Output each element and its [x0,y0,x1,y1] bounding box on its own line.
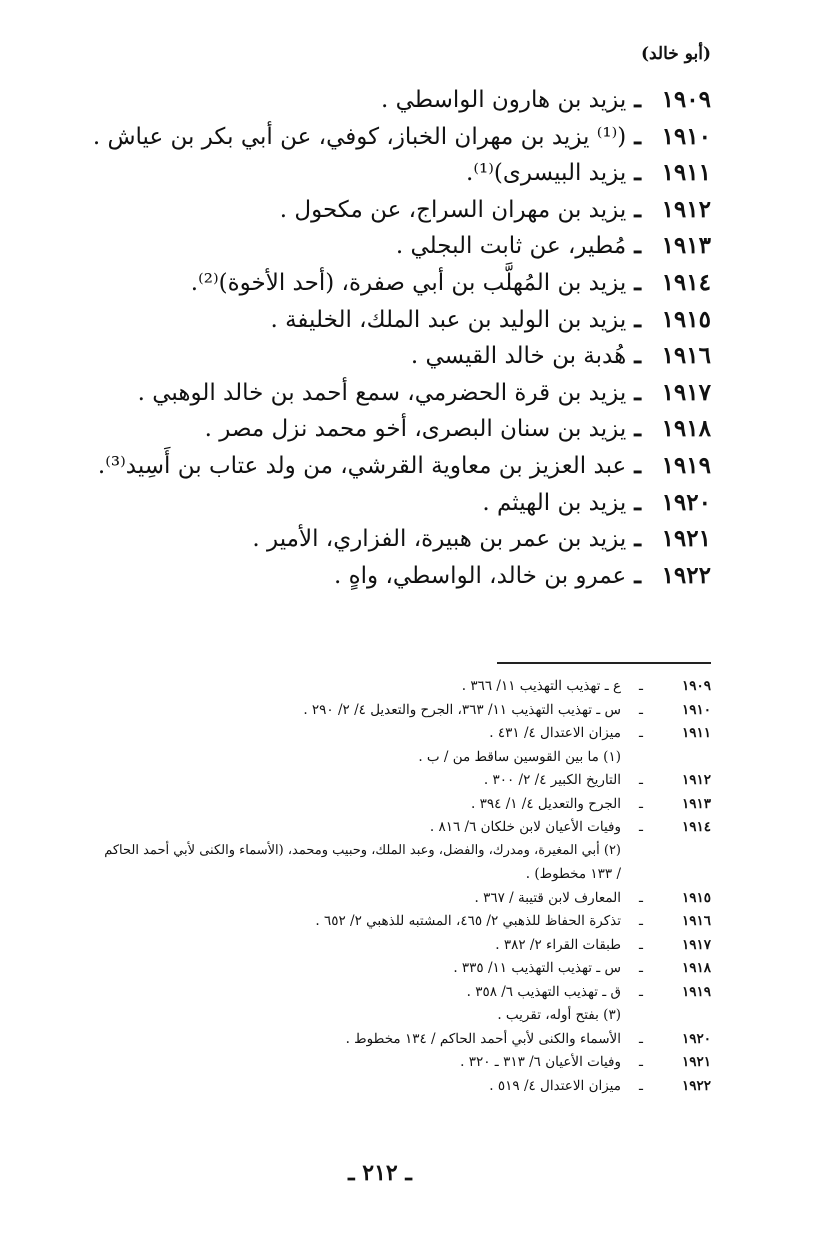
footnote-text: المعارف لابن قتيبة / ٣٦٧ . [474,889,621,906]
entry-text: هُدبة بن خالد القيسي . [410,343,627,370]
footnote-text: وفيات الأعيان لابن خلكان ٦/ ٨١٦ . [429,819,621,835]
entry-text: يزيد بن الهيثم . [482,489,627,516]
entry-dash: ـ [634,86,641,113]
entry-number: ١٩١٣ [661,232,711,260]
footnote-number: ١٩١١ [681,725,711,741]
footnote-row: ١٩٢٠ ـ الأسماء والكنى لأبي أحمد الحاكم / ١٣٤ مخطوط . [345,1030,711,1047]
entry-number: ١٩١٨ [661,415,711,443]
footnote-row: ١٩٢١ ـ وفيات الأعيان ٦/ ٣١٣ ـ ٣٢٠ . [460,1054,711,1070]
footnote-row: ١٩٠٩ ـ ع ـ تهذيب التهذيب ١١/ ٣٦٦ . [461,678,711,694]
entry-dash: ـ [634,378,641,406]
entry-dash: ـ [634,488,641,516]
entry-text: (⁽¹⁾ يزيد بن مهران الخباز، كوفي، عن أبي بكر بن عياش . [92,123,627,150]
entry-text: يزيد بن عمر بن هبيرة، الفزاري، الأمير . [252,526,627,553]
entry [71,123,711,160]
entry [71,562,711,599]
footnote-text: تذكرة الحفاظ للذهبي ٢/ ٤٦٥، المشتبه للذهبي ٢/ ٦٥٢ . [315,913,621,929]
entry-number: ١٩١٩ [661,451,711,479]
footnote-text: ميزان الاعتدال ٤/ ٥١٩ . [489,1077,621,1094]
entry [71,159,711,196]
footnote-number: ١٩١٨ [681,960,711,976]
entry-number: ١٩١١ [661,159,711,187]
entry-dash: ـ [634,561,641,589]
footnote-row: ١٩١٥ ـ المعارف لابن قتيبة / ٣٦٧ . [474,889,711,906]
footnote-annotation: (٢) أبي المغيرة، ومدرك، والفضل، وعبد الملك، وحبيب ومحمد، (الأسماء والكنى لأبي أحمد الحاكم [104,842,621,858]
entry-number: ١٩٠٩ [661,86,711,113]
entry-text: عبد العزيز بن معاوية القرشي، من ولد عتاب بن أَسِيد⁽³⁾. [97,452,627,479]
entry-number: ١٩٢١ [661,525,711,553]
footnote-number: ١٩١٧ [681,936,711,953]
entry-dash: ـ [634,122,641,150]
footnotes [61,678,711,1101]
footnote-number: ١٩١٣ [681,795,711,812]
entry-dash: ـ [634,232,641,260]
footnote-text: طبقات القراء ٢/ ٣٨٢ . [495,936,621,953]
footnote-number: ١٩١٤ [681,819,711,835]
footnote-row: ١٩٢٢ ـ ميزان الاعتدال ٤/ ٥١٩ . [489,1077,711,1094]
footnote-row: ١٩١٨ ـ س ـ تهذيب التهذيب ١١/ ٣٣٥ . [453,960,711,976]
entry-text: يزيد بن قرة الحضرمي، سمع أحمد بن خالد الوهبي . [137,379,627,406]
entry-number: ١٩١٥ [661,305,711,333]
entry-number: ١٩٢٢ [661,561,711,589]
footnote-text: التاريخ الكبير ٤/ ٢/ ٣٠٠ . [483,772,621,788]
entry-dash: ـ [634,451,641,479]
entry [71,489,711,526]
entry [71,452,711,489]
entry-text: يزيد بن سنان البصرى، أخو محمد نزل مصر . [204,416,627,443]
footnote-annotation: (١) ما بين القوسين ساقط من / ب . [418,748,621,765]
entry-dash: ـ [634,195,641,223]
footnote-number: ١٩٢١ [681,1054,711,1070]
entry-text: يزيد بن الوليد بن عبد الملك، الخليفة . [270,306,627,333]
footnote-text: وفيات الأعيان ٦/ ٣١٣ ـ ٣٢٠ . [460,1054,621,1070]
footnote-number: ١٩٠٩ [681,678,711,694]
entry-list [71,86,711,598]
footnote-row: ١٩١٣ ـ الجرح والتعديل ٤/ ١/ ٣٩٤ . [471,795,711,812]
entry [71,306,711,343]
page-number: ـ ٢١٢ ـ [348,1160,412,1186]
footnote-text: س ـ تهذيب التهذيب ١١/ ٣٦٣، الجرح والتعديل ٤/ ٢/ ٢٩٠ . [303,701,621,718]
entry-text: عمرو بن خالد، الواسطي، واهٍ . [333,562,627,589]
footnote-row: ١٩١٠ ـ س ـ تهذيب التهذيب ١١/ ٣٦٣، الجرح والتعديل ٤/ ٢/ ٢٩٠ . [303,701,711,718]
footnote-number: ١٩٢٠ [681,1030,711,1047]
entry-dash: ـ [634,415,641,443]
footnote-text: الأسماء والكنى لأبي أحمد الحاكم / ١٣٤ مخطوط . [345,1030,621,1047]
entry-number: ١٩١٦ [661,342,711,370]
entry-number: ١٩١٤ [661,268,711,296]
entry-text: مُطير، عن ثابت البجلي . [395,233,627,260]
footnote-annotation: (٣) بفتح أوله، تقريب . [497,1007,621,1023]
entry-dash: ـ [634,305,641,333]
footnote-text: ق ـ تهذيب التهذيب ٦/ ٣٥٨ . [466,983,621,1000]
entry-dash: ـ [634,525,641,553]
footnote-text: ميزان الاعتدال ٤/ ٤٣١ . [489,725,621,741]
entry [71,86,711,123]
entry-dash: ـ [634,159,641,187]
entry [71,269,711,306]
entry [71,342,711,379]
footnote-row: ١٩١٦ ـ تذكرة الحفاظ للذهبي ٢/ ٤٦٥، المشتبه للذهبي ٢/ ٦٥٢ . [315,913,711,929]
footnote-row: ١٩١٤ ـ وفيات الأعيان لابن خلكان ٦/ ٨١٦ . [429,819,711,835]
footnote-text: ع ـ تهذيب التهذيب ١١/ ٣٦٦ . [461,678,621,694]
footnote-annotation-continued: / ١٣٣ مخطوط) . [525,866,621,882]
footnote-row: ١٩١٩ ـ ق ـ تهذيب التهذيب ٦/ ٣٥٨ . [466,983,711,1000]
entry [71,525,711,562]
entry-text: يزيد بن المُهلَّب بن أبي صفرة، (أحد الأخوة)⁽²⁾. [190,269,627,296]
entry-number: ١٩٢٠ [661,488,711,516]
entry-dash: ـ [634,268,641,296]
footnote-rule [497,662,711,664]
footnote-number: ١٩١٥ [681,889,711,906]
entry-text: يزيد البيسرى)⁽¹⁾. [466,160,627,187]
entry-text: يزيد بن هارون الواسطي . [380,87,627,113]
footnote-text: الجرح والتعديل ٤/ ١/ ٣٩٤ . [471,795,621,812]
footnote-row: ١٩١١ ـ ميزان الاعتدال ٤/ ٤٣١ . [489,725,711,741]
entry-number: ١٩١٧ [661,378,711,406]
entry [71,232,711,269]
entry-dash: ـ [634,342,641,370]
footnote-row: ١٩١٧ ـ طبقات القراء ٢/ ٣٨٢ . [495,936,711,953]
footnote-number: ١٩١٠ [681,701,711,718]
entry-number: ١٩١٢ [661,195,711,223]
footnote-number: ١٩١٦ [681,913,711,929]
entry-number: ١٩١٠ [661,122,711,150]
footnote-number: ١٩١٢ [681,772,711,788]
entry [71,415,711,452]
entry-text: يزيد بن مهران السراج، عن مكحول . [279,196,627,223]
entry [71,379,711,416]
footnote-text: س ـ تهذيب التهذيب ١١/ ٣٣٥ . [453,960,621,976]
entry [71,196,711,233]
footnote-number: ١٩٢٢ [681,1077,711,1094]
footnote-number: ١٩١٩ [681,983,711,1000]
footnote-row: ١٩١٢ ـ التاريخ الكبير ٤/ ٢/ ٣٠٠ . [483,772,711,788]
running-head: (أبو خالد) [640,44,711,64]
